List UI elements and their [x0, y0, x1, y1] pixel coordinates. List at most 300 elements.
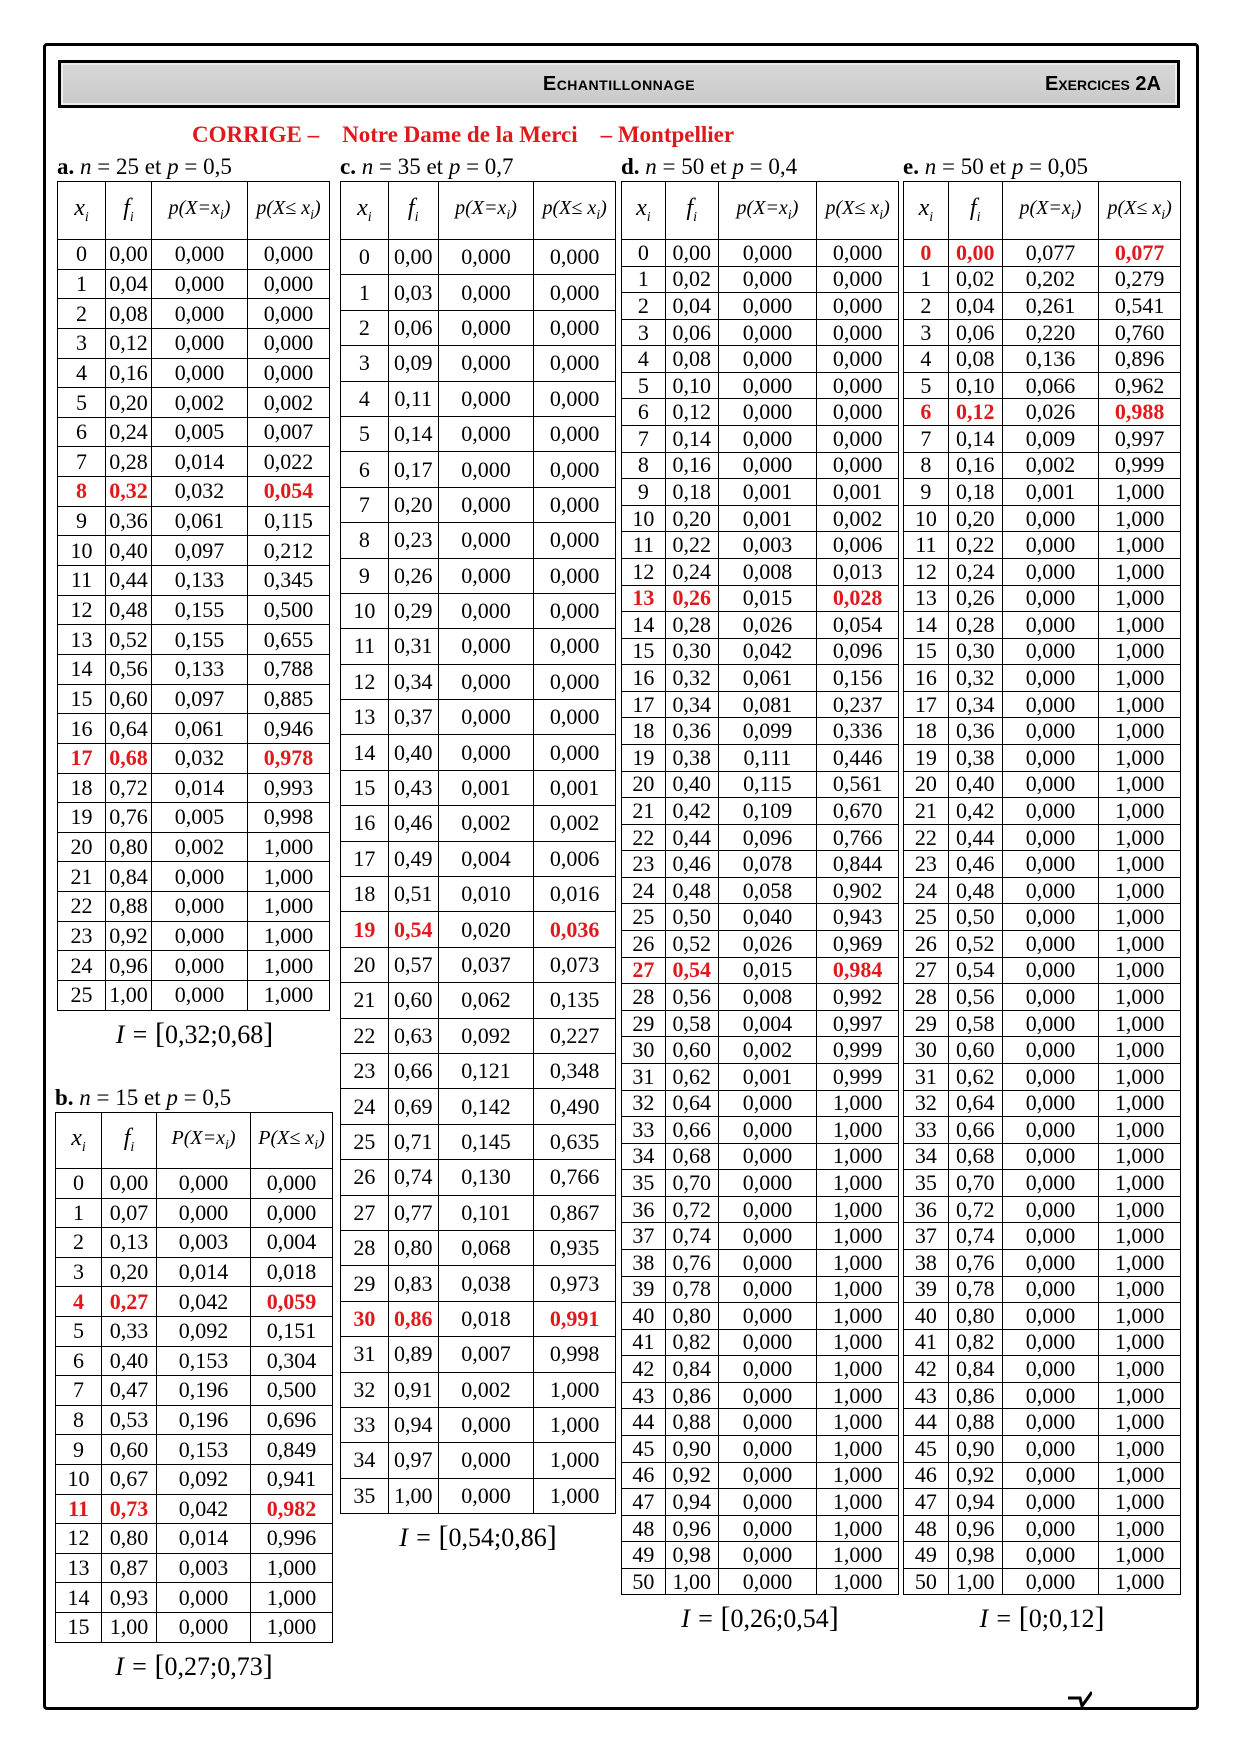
table-row: [341, 664, 616, 699]
n-value: 50: [960, 154, 984, 179]
cell-fi: 0,58: [665, 1010, 718, 1037]
cell-p-cumulative: 1,000: [1099, 1010, 1181, 1037]
cell-xi: 32: [904, 1090, 949, 1117]
cell-xi: 8: [56, 1405, 102, 1435]
cell-xi: 34: [341, 1443, 389, 1478]
cell-p-cumulative: 1,000: [817, 1515, 899, 1542]
table-row: [341, 1337, 616, 1372]
table-row: [622, 851, 899, 878]
cell-xi: 2: [904, 293, 949, 320]
cell-fi: 0,06: [948, 319, 1002, 346]
cell-fi: 0,62: [665, 1063, 718, 1090]
cell-p-cumulative: 0,943: [817, 904, 899, 931]
cell-xi: 18: [58, 773, 106, 803]
cell-p-cumulative: 0,001: [534, 770, 616, 805]
table-row: [56, 1228, 333, 1258]
cell-xi: 13: [56, 1553, 102, 1583]
cell-fi: 0,76: [106, 803, 152, 833]
cell-xi: 19: [622, 744, 666, 771]
cell-p-cumulative: 0,000: [534, 523, 616, 558]
table-row: [904, 1170, 1181, 1197]
probability-table: [57, 181, 330, 1011]
cell-p-equal: 0,000: [1002, 744, 1099, 771]
cell-fi: 0,46: [948, 851, 1002, 878]
cell-fi: 0,07: [102, 1198, 157, 1228]
cell-p-cumulative: 1,000: [1099, 1436, 1181, 1463]
cell-p-cumulative: 0,000: [534, 735, 616, 770]
cell-fi: 0,08: [106, 299, 152, 329]
n-symbol: n: [361, 154, 374, 179]
cell-xi: 39: [622, 1276, 666, 1303]
cell-p-cumulative: 1,000: [534, 1407, 616, 1442]
cell-p-equal: 0,000: [718, 319, 817, 346]
cell-p-cumulative: 0,115: [248, 506, 330, 536]
table-row: [622, 1010, 899, 1037]
cell-p-cumulative: 1,000: [1099, 1515, 1181, 1542]
cell-xi: 15: [341, 770, 389, 805]
cell-xi: 7: [904, 426, 949, 453]
cell-fi: 0,02: [665, 266, 718, 293]
cell-p-cumulative: 1,000: [1099, 1249, 1181, 1276]
cell-p-cumulative: 1,000: [1099, 744, 1181, 771]
cell-xi: 27: [341, 1195, 389, 1230]
cell-xi: 12: [58, 595, 106, 625]
cell-xi: 14: [58, 654, 106, 684]
cell-fi: 0,80: [102, 1524, 157, 1554]
table-row: [904, 585, 1181, 612]
table-row: [341, 1478, 616, 1513]
cell-fi: 0,00: [948, 240, 1002, 267]
cell-fi: 0,34: [388, 664, 438, 699]
cell-xi: 46: [904, 1462, 949, 1489]
cell-p-equal: 0,009: [1002, 426, 1099, 453]
cell-xi: 37: [622, 1223, 666, 1250]
table-row: [341, 310, 616, 345]
probability-table: [55, 1112, 333, 1643]
cell-p-cumulative: 0,212: [248, 536, 330, 566]
p-symbol: p: [166, 1085, 178, 1110]
table-row: [56, 1257, 333, 1287]
cell-p-equal: 0,000: [438, 1443, 534, 1478]
cell-p-cumulative: 1,000: [1099, 984, 1181, 1011]
cell-p-cumulative: 1,000: [251, 1583, 333, 1613]
table-row: [341, 1089, 616, 1124]
cell-p-equal: 0,000: [718, 399, 817, 426]
cell-p-equal: 0,000: [718, 1568, 817, 1595]
cell-xi: 6: [904, 399, 949, 426]
cell-p-cumulative: 0,000: [534, 381, 616, 416]
cell-xi: 18: [904, 718, 949, 745]
cell-p-equal: 0,003: [157, 1553, 251, 1583]
cell-xi: 18: [622, 718, 666, 745]
cell-xi: 44: [622, 1409, 666, 1436]
cell-p-equal: 0,261: [1002, 293, 1099, 320]
table-row: [622, 240, 899, 267]
cell-xi: 14: [56, 1583, 102, 1613]
table-row: [622, 1382, 899, 1409]
cell-p-equal: 0,000: [1002, 798, 1099, 825]
cell-fi: 0,60: [948, 1037, 1002, 1064]
cell-p-equal: 0,002: [718, 1037, 817, 1064]
cell-p-equal: 0,092: [157, 1464, 251, 1494]
cell-p-equal: 0,000: [157, 1612, 251, 1642]
cell-p-cumulative: 0,028: [817, 585, 899, 612]
cell-fi: 0,29: [388, 593, 438, 628]
cell-p-cumulative: 0,016: [534, 877, 616, 912]
table-row: [904, 931, 1181, 958]
table-row: [904, 1436, 1181, 1463]
cell-p-equal: 0,000: [152, 299, 248, 329]
header-fi: $f_i$: [102, 1113, 157, 1169]
cell-xi: 24: [904, 877, 949, 904]
cell-fi: 0,71: [388, 1124, 438, 1159]
cell-fi: 0,14: [665, 426, 718, 453]
cell-xi: 18: [341, 877, 389, 912]
cell-p-equal: 0,000: [1002, 957, 1099, 984]
cell-xi: 1: [904, 266, 949, 293]
table-row: [904, 1303, 1181, 1330]
cell-xi: 23: [341, 1053, 389, 1088]
cell-fi: 0,09: [388, 346, 438, 381]
cell-xi: 2: [341, 310, 389, 345]
cell-p-cumulative: 0,000: [534, 629, 616, 664]
table-row: [622, 1170, 899, 1197]
cell-fi: 0,94: [665, 1489, 718, 1516]
cell-p-equal: 0,001: [718, 479, 817, 506]
cell-p-cumulative: 0,000: [817, 346, 899, 373]
cell-p-equal: 0,000: [1002, 1196, 1099, 1223]
cell-xi: 22: [904, 824, 949, 851]
table-row: [622, 479, 899, 506]
cell-fi: 0,26: [388, 558, 438, 593]
cell-p-equal: 0,000: [438, 381, 534, 416]
cell-p-cumulative: 0,227: [534, 1018, 616, 1053]
table-row: [904, 1568, 1181, 1595]
table-row: [622, 1542, 899, 1569]
cell-xi: 0: [904, 240, 949, 267]
cell-p-cumulative: 1,000: [817, 1303, 899, 1330]
table-row: [341, 523, 616, 558]
cell-fi: 0,72: [106, 773, 152, 803]
cell-fi: 0,84: [665, 1356, 718, 1383]
cell-fi: 0,94: [948, 1489, 1002, 1516]
cell-xi: 30: [904, 1037, 949, 1064]
cell-p-cumulative: 1,000: [1099, 1542, 1181, 1569]
table-row: [341, 700, 616, 735]
cell-xi: 27: [904, 957, 949, 984]
cell-xi: 1: [622, 266, 666, 293]
cell-p-equal: 0,000: [152, 862, 248, 892]
header-p-cumulative: $p(X\le x_i)$: [817, 182, 899, 240]
cell-fi: 0,48: [948, 877, 1002, 904]
cell-xi: 42: [904, 1356, 949, 1383]
cell-fi: 0,52: [665, 931, 718, 958]
table-row: [58, 921, 330, 951]
cell-xi: 43: [622, 1382, 666, 1409]
table-row: [904, 1276, 1181, 1303]
n-symbol: n: [645, 154, 657, 179]
table-row: [904, 638, 1181, 665]
cell-fi: 0,98: [665, 1542, 718, 1569]
cell-p-equal: 0,000: [1002, 638, 1099, 665]
cell-xi: 26: [622, 931, 666, 958]
interval-result: I = [0,32;0,68]: [115, 1016, 274, 1050]
cell-xi: 0: [622, 240, 666, 267]
header-p-equal: $p(X=x_i)$: [438, 182, 534, 240]
cell-p-cumulative: 0,000: [534, 487, 616, 522]
cell-p-equal: 0,008: [718, 984, 817, 1011]
cell-xi: 30: [341, 1301, 389, 1336]
cell-fi: 0,20: [102, 1257, 157, 1287]
cell-xi: 21: [622, 798, 666, 825]
table-row: [58, 951, 330, 981]
cell-p-equal: 0,220: [1002, 319, 1099, 346]
table-row: [904, 1329, 1181, 1356]
cell-xi: 35: [904, 1170, 949, 1197]
table-row: [56, 1346, 333, 1376]
table-row: [622, 1462, 899, 1489]
cell-p-equal: 0,155: [152, 625, 248, 655]
cell-xi: 32: [341, 1372, 389, 1407]
cell-p-cumulative: 0,969: [817, 931, 899, 958]
table-row: [622, 505, 899, 532]
table-row: [341, 1372, 616, 1407]
cell-p-equal: 0,000: [1002, 505, 1099, 532]
cell-xi: 36: [904, 1196, 949, 1223]
cell-p-cumulative: 0,054: [817, 612, 899, 639]
cell-xi: 17: [622, 691, 666, 718]
cell-xi: 13: [622, 585, 666, 612]
cell-xi: 35: [622, 1170, 666, 1197]
cell-xi: 15: [622, 638, 666, 665]
table-row: [904, 1515, 1181, 1542]
cell-p-cumulative: 0,561: [817, 771, 899, 798]
table-row: [904, 612, 1181, 639]
cell-p-equal: 0,000: [1002, 1515, 1099, 1542]
n-symbol: n: [924, 154, 937, 179]
table-row: [904, 1196, 1181, 1223]
cell-xi: 8: [58, 477, 106, 507]
block-a: [57, 153, 332, 1051]
table-row: [622, 426, 899, 453]
cell-p-equal: 0,008: [718, 558, 817, 585]
cell-xi: 46: [622, 1462, 666, 1489]
cell-p-equal: 0,000: [1002, 1356, 1099, 1383]
cell-p-equal: 0,026: [718, 612, 817, 639]
cell-xi: 41: [622, 1329, 666, 1356]
cell-xi: 10: [341, 593, 389, 628]
table-row: [622, 372, 899, 399]
cell-fi: 0,90: [948, 1436, 1002, 1463]
table-row: [341, 735, 616, 770]
cell-p-cumulative: 1,000: [1099, 1356, 1181, 1383]
table-row: [904, 904, 1181, 931]
cell-p-cumulative: 1,000: [1099, 1303, 1181, 1330]
cell-p-equal: 0,142: [438, 1089, 534, 1124]
cell-p-equal: 0,078: [718, 851, 817, 878]
cell-fi: 0,00: [102, 1169, 157, 1199]
p-symbol: p: [1011, 154, 1024, 179]
cell-p-equal: 0,000: [718, 346, 817, 373]
cell-fi: 0,49: [388, 841, 438, 876]
cell-p-cumulative: 1,000: [1099, 1090, 1181, 1117]
cell-xi: 38: [904, 1249, 949, 1276]
table-row: [58, 803, 330, 833]
header-xi: $x_i$: [58, 182, 106, 240]
cell-p-equal: 0,015: [718, 957, 817, 984]
cell-p-cumulative: 1,000: [1099, 1063, 1181, 1090]
table-row: [341, 1195, 616, 1230]
cell-xi: 9: [904, 479, 949, 506]
table-row: [341, 1230, 616, 1265]
cell-p-cumulative: 1,000: [1099, 1276, 1181, 1303]
cell-p-equal: 0,061: [152, 714, 248, 744]
cell-p-cumulative: 0,077: [1099, 240, 1181, 267]
table-row: [904, 1143, 1181, 1170]
cell-xi: 48: [904, 1515, 949, 1542]
cell-p-cumulative: 0,000: [817, 293, 899, 320]
cell-p-equal: 0,121: [438, 1053, 534, 1088]
cell-p-equal: 0,000: [152, 358, 248, 388]
cell-fi: 0,32: [106, 477, 152, 507]
cell-fi: 0,06: [388, 310, 438, 345]
table-row: [341, 1443, 616, 1478]
cell-p-equal: 0,068: [438, 1230, 534, 1265]
cell-p-equal: 0,000: [1002, 1037, 1099, 1064]
cell-fi: 0,88: [948, 1409, 1002, 1436]
cell-xi: 17: [341, 841, 389, 876]
table-row: [58, 654, 330, 684]
cell-xi: 3: [622, 319, 666, 346]
header-p-equal: $P(X=x_i)$: [157, 1113, 251, 1169]
cell-fi: 0,00: [665, 240, 718, 267]
cell-fi: 0,60: [102, 1435, 157, 1465]
cell-xi: 5: [904, 372, 949, 399]
cell-p-cumulative: 1,000: [1099, 1489, 1181, 1516]
table-row: [904, 505, 1181, 532]
cell-p-equal: 0,101: [438, 1195, 534, 1230]
cell-fi: 0,76: [948, 1249, 1002, 1276]
table-row: [904, 691, 1181, 718]
cell-fi: 0,13: [102, 1228, 157, 1258]
header-title: Echantillonnage: [542, 73, 696, 95]
cell-p-equal: 0,000: [718, 1542, 817, 1569]
cell-p-equal: 0,026: [1002, 399, 1099, 426]
cell-p-cumulative: 0,500: [251, 1376, 333, 1406]
cell-p-equal: 0,003: [718, 532, 817, 559]
cell-p-cumulative: 0,788: [248, 654, 330, 684]
table-row: [622, 1117, 899, 1144]
cell-p-equal: 0,000: [1002, 877, 1099, 904]
cell-p-equal: 0,000: [438, 416, 534, 451]
cell-fi: 0,92: [106, 921, 152, 951]
cell-fi: 0,34: [948, 691, 1002, 718]
block-label: d. n = 50 et p = 0,4: [621, 154, 798, 179]
cell-fi: 0,40: [948, 771, 1002, 798]
cell-p-cumulative: 1,000: [817, 1249, 899, 1276]
interval-result: I = [0,27;0,73]: [115, 1648, 273, 1682]
table-row: [904, 1489, 1181, 1516]
cell-p-equal: 0,000: [718, 1303, 817, 1330]
table-row: [341, 1407, 616, 1442]
corrige-line: CORRIGE – Notre Dame de la Merci – Montpellier: [192, 122, 735, 147]
cell-xi: 22: [341, 1018, 389, 1053]
corner-mark: [1068, 1690, 1092, 1708]
n-value: 25: [115, 154, 139, 179]
table-row: [904, 293, 1181, 320]
header-p-cumulative: $p(X\le x_i)$: [534, 182, 616, 240]
table-row: [904, 1542, 1181, 1569]
cell-p-cumulative: 0,000: [534, 310, 616, 345]
cell-fi: 0,82: [665, 1329, 718, 1356]
cell-p-equal: 0,000: [718, 1249, 817, 1276]
cell-p-cumulative: 0,000: [248, 240, 330, 270]
block-letter: d.: [621, 154, 640, 179]
header-fi: $f_i$: [665, 182, 718, 240]
cell-fi: 0,37: [388, 700, 438, 735]
n-value: 15: [115, 1085, 139, 1110]
interval-result: I = [0,54;0,86]: [399, 1520, 557, 1554]
cell-p-cumulative: 1,000: [1099, 558, 1181, 585]
n-value: 50: [681, 154, 705, 179]
cell-xi: 19: [341, 912, 389, 947]
cell-fi: 0,12: [665, 399, 718, 426]
cell-p-cumulative: 0,000: [534, 240, 616, 275]
table-row: [904, 984, 1181, 1011]
cell-xi: 34: [622, 1143, 666, 1170]
table-row: [622, 558, 899, 585]
p-value: 0,05: [1047, 154, 1089, 179]
cell-p-cumulative: 0,304: [251, 1346, 333, 1376]
cell-fi: 0,86: [388, 1301, 438, 1336]
cell-p-equal: 0,000: [438, 593, 534, 628]
n-symbol: n: [80, 154, 92, 179]
cell-xi: 24: [341, 1089, 389, 1124]
cell-fi: 0,04: [665, 293, 718, 320]
cell-p-equal: 0,000: [438, 275, 534, 310]
table-row: [904, 1010, 1181, 1037]
probability-table: [621, 181, 899, 1595]
cell-fi: 0,70: [665, 1170, 718, 1197]
cell-p-equal: 0,010: [438, 877, 534, 912]
cell-p-cumulative: 1,000: [817, 1436, 899, 1463]
cell-p-equal: 0,001: [718, 1063, 817, 1090]
cell-p-equal: 0,061: [718, 665, 817, 692]
table-row: [904, 319, 1181, 346]
cell-p-cumulative: 0,006: [817, 532, 899, 559]
table-row: [58, 743, 330, 773]
cell-fi: 0,69: [388, 1089, 438, 1124]
table-row: [904, 1117, 1181, 1144]
cell-p-cumulative: 0,997: [817, 1010, 899, 1037]
cell-fi: 0,26: [948, 585, 1002, 612]
cell-p-cumulative: 0,336: [817, 718, 899, 745]
cell-p-cumulative: 0,004: [251, 1228, 333, 1258]
cell-p-equal: 0,000: [1002, 558, 1099, 585]
cell-xi: 13: [341, 700, 389, 735]
table-row: [622, 1143, 899, 1170]
table-row: [56, 1287, 333, 1317]
cell-fi: 0,96: [665, 1515, 718, 1542]
table-row: [904, 798, 1181, 825]
cell-fi: 0,44: [106, 566, 152, 596]
cell-p-cumulative: 0,018: [251, 1257, 333, 1287]
cell-p-equal: 0,000: [718, 1329, 817, 1356]
table-row: [341, 275, 616, 310]
cell-p-cumulative: 0,999: [1099, 452, 1181, 479]
cell-fi: 0,80: [665, 1303, 718, 1330]
cell-xi: 31: [622, 1063, 666, 1090]
